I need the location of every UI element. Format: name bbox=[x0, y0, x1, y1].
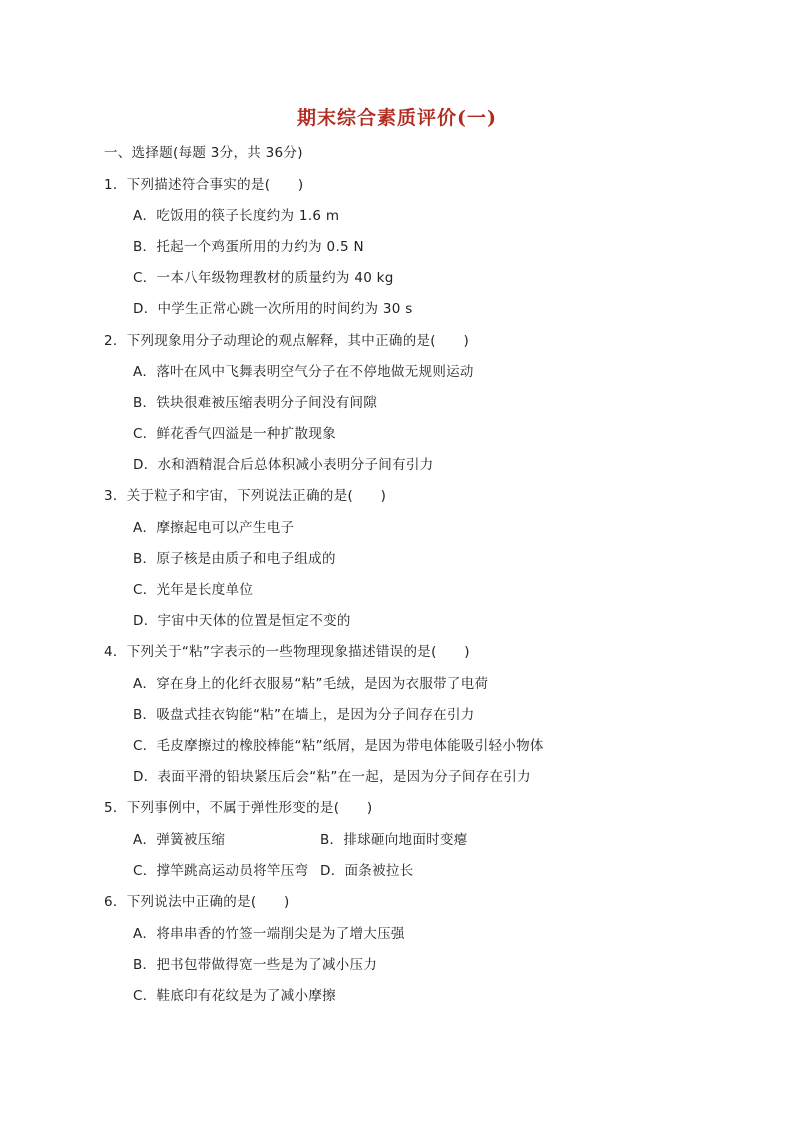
question-5-option-b: B．排球砸向地面时变瘪 bbox=[320, 832, 468, 848]
question-2-option-b: B．铁块很难被压缩表明分子间没有间隙 bbox=[133, 395, 378, 411]
question-1-option-b: B．托起一个鸡蛋所用的力约为 0.5 N bbox=[133, 239, 364, 255]
question-3-stem: 3．关于粒子和宇宙，下列说法正确的是( ) bbox=[104, 488, 387, 504]
question-3-option-a: A．摩擦起电可以产生电子 bbox=[133, 520, 295, 536]
question-5-option-d: D．面条被拉长 bbox=[320, 863, 414, 879]
page-title: 期末综合素质评价(一) bbox=[297, 107, 497, 129]
question-2-option-c: C．鲜花香气四溢是一种扩散现象 bbox=[133, 426, 336, 442]
question-5-option-a: A．弹簧被压缩 bbox=[133, 832, 226, 848]
question-3-option-d: D．宇宙中天体的位置是恒定不变的 bbox=[133, 613, 351, 629]
question-1-option-d: D．中学生正常心跳一次所用的时间约为 30 s bbox=[133, 301, 413, 317]
question-2-option-d: D．水和酒精混合后总体积减小表明分子间有引力 bbox=[133, 457, 434, 473]
question-1-option-a: A．吃饭用的筷子长度约为 1.6 m bbox=[133, 208, 340, 224]
question-6-option-b: B．把书包带做得宽一些是为了减小压力 bbox=[133, 957, 378, 973]
question-6-option-a: A．将串串香的竹签一端削尖是为了增大压强 bbox=[133, 926, 405, 942]
question-3-option-b: B．原子核是由质子和电子组成的 bbox=[133, 551, 336, 567]
question-3-option-c: C．光年是长度单位 bbox=[133, 582, 254, 598]
question-4-option-d: D．表面平滑的铅块紧压后会“粘”在一起，是因为分子间存在引力 bbox=[133, 769, 531, 785]
section-heading: 一、选择题(每题 3分，共 36分) bbox=[104, 145, 303, 161]
question-1-option-c: C．一本八年级物理教材的质量约为 40 kg bbox=[133, 270, 394, 286]
question-1-stem: 1．下列描述符合事实的是( ) bbox=[104, 177, 304, 193]
question-2-stem: 2．下列现象用分子动理论的观点解释，其中正确的是( ) bbox=[104, 333, 470, 349]
question-4-option-c: C．毛皮摩擦过的橡胶棒能“粘”纸屑，是因为带电体能吸引轻小物体 bbox=[133, 738, 544, 754]
question-5-stem: 5．下列事例中，不属于弹性形变的是( ) bbox=[104, 800, 373, 816]
question-5-option-c: C．撑竿跳高运动员将竿压弯 bbox=[133, 863, 309, 879]
question-4-stem: 4．下列关于“粘”字表示的一些物理现象描述错误的是( ) bbox=[104, 644, 470, 660]
question-4-option-a: A．穿在身上的化纤衣服易“粘”毛绒，是因为衣服带了电荷 bbox=[133, 676, 489, 692]
question-2-option-a: A．落叶在风中飞舞表明空气分子在不停地做无规则运动 bbox=[133, 364, 474, 380]
question-4-option-b: B．吸盘式挂衣钩能“粘”在墙上，是因为分子间存在引力 bbox=[133, 707, 475, 723]
question-6-stem: 6．下列说法中正确的是( ) bbox=[104, 894, 290, 910]
question-6-option-c: C．鞋底印有花纹是为了减小摩擦 bbox=[133, 988, 336, 1004]
